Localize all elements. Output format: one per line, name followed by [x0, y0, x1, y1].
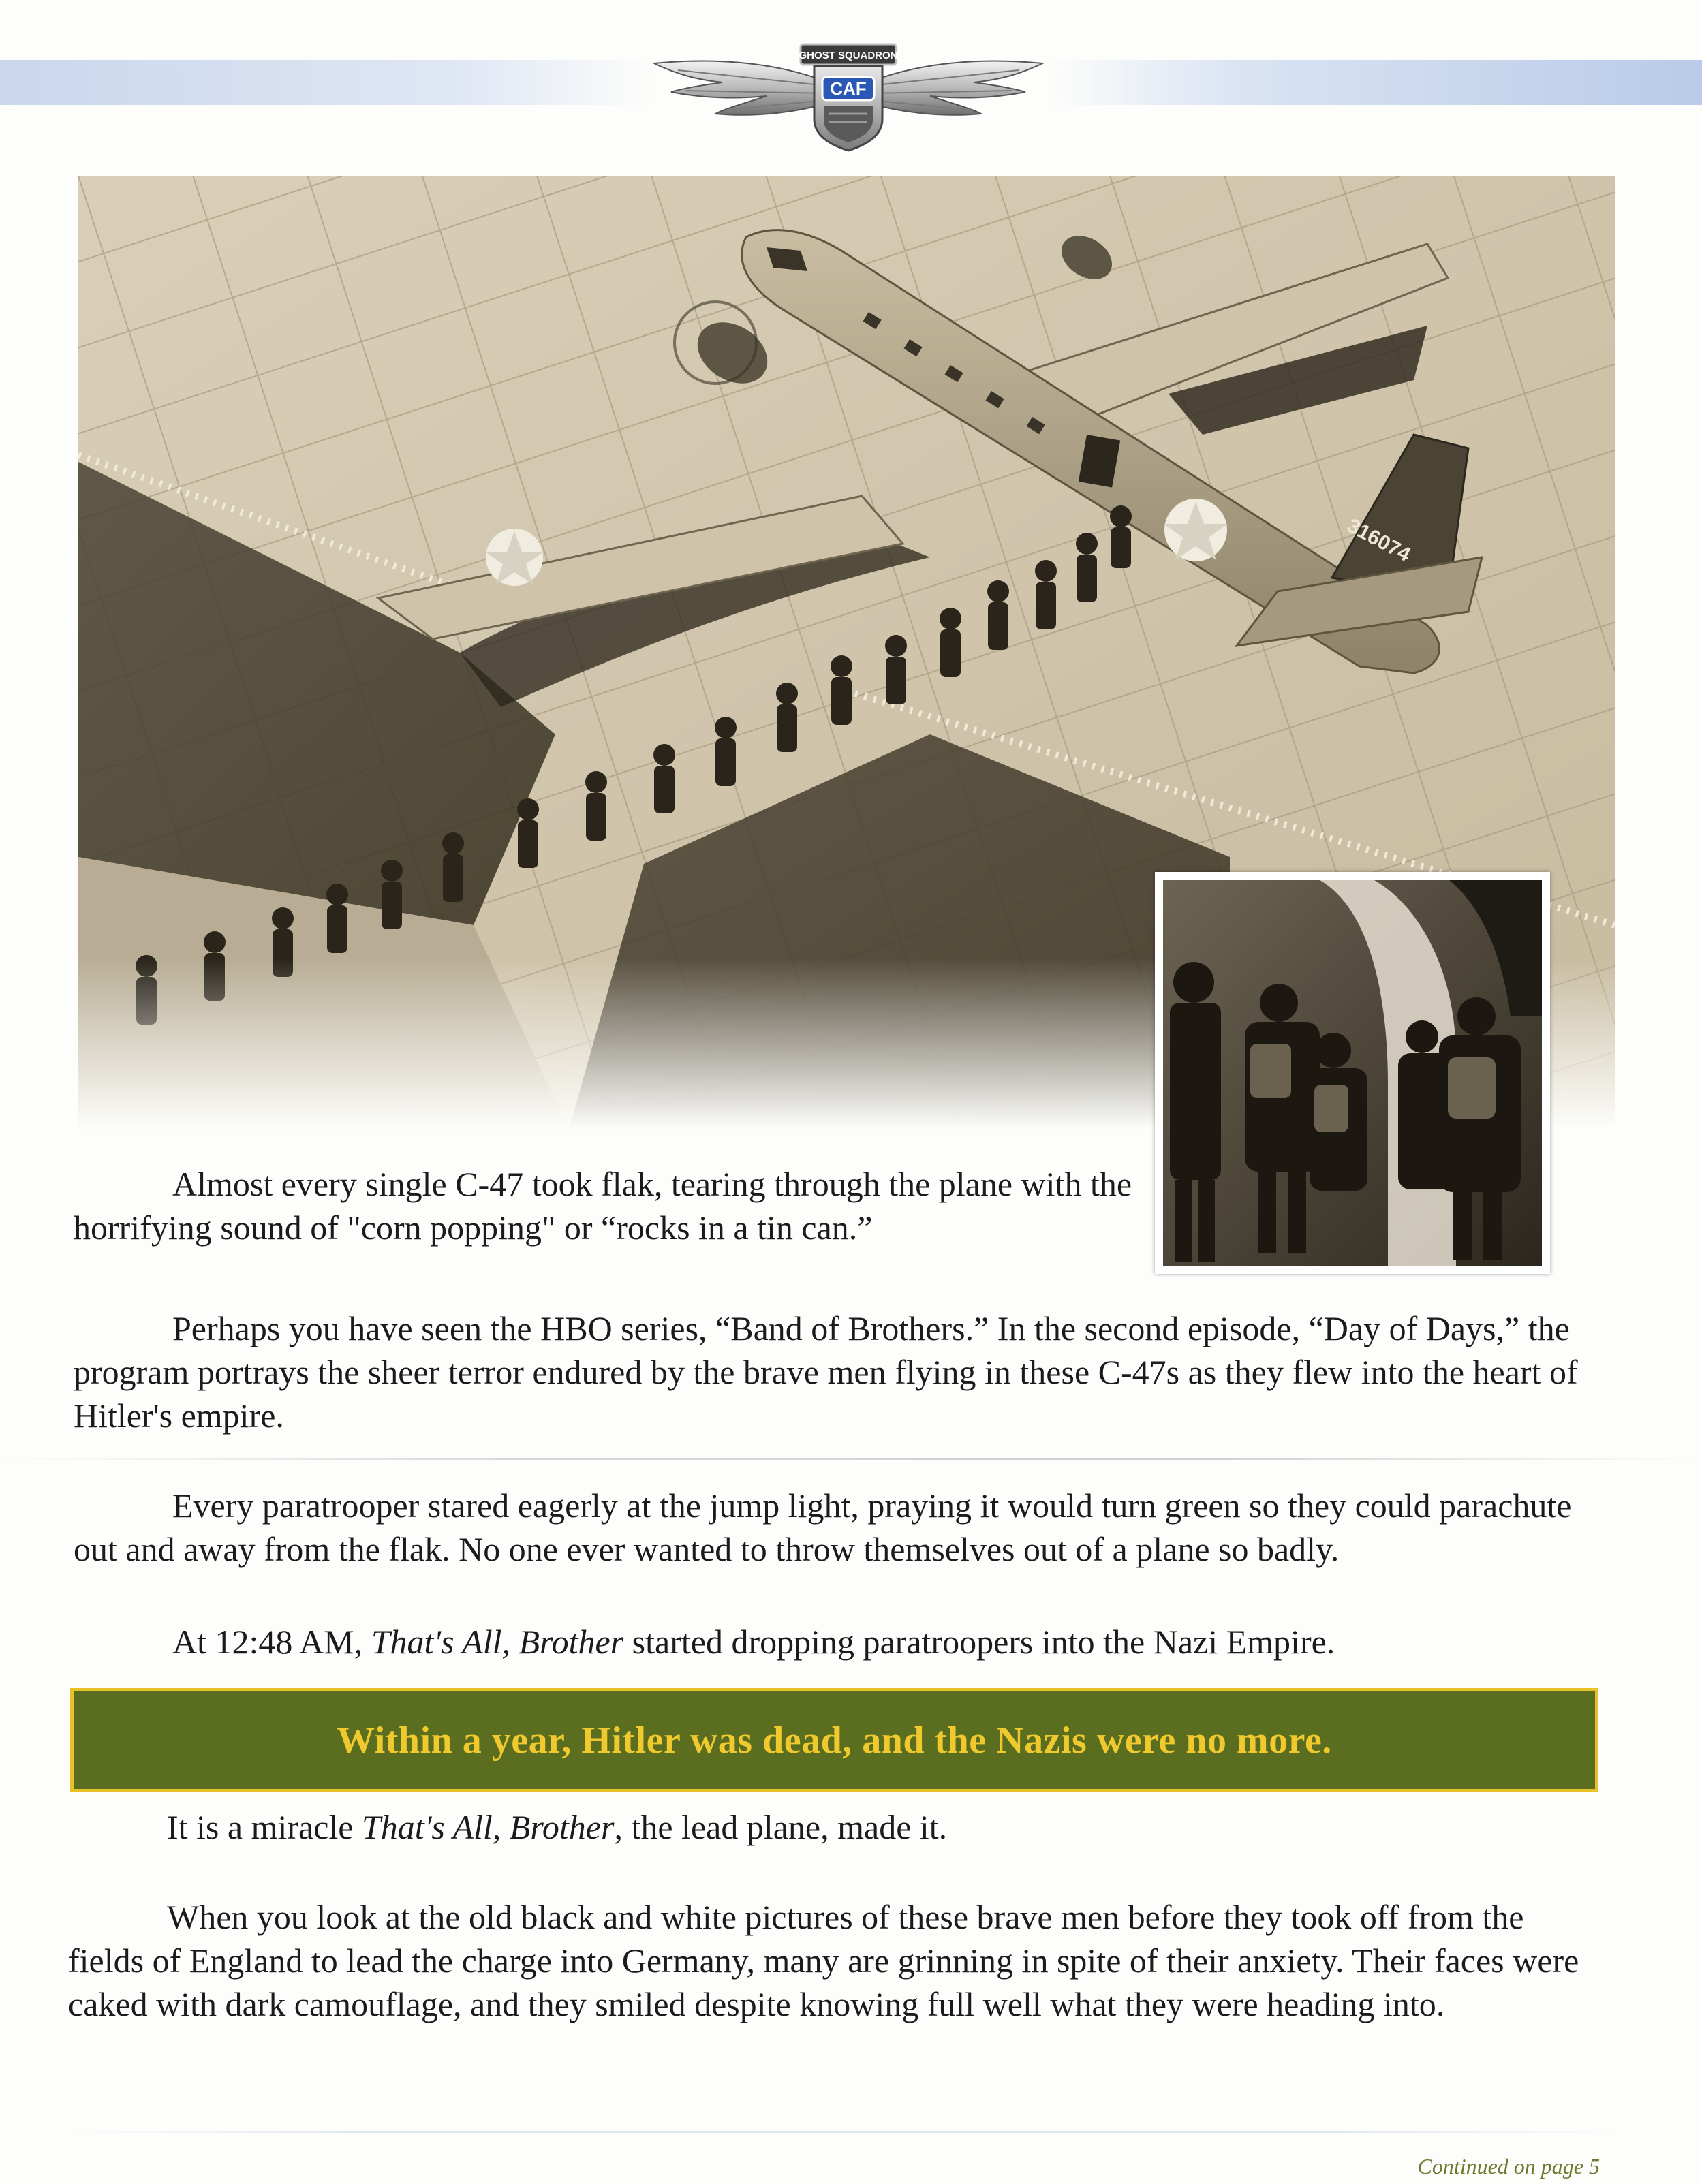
inset-photo-paratroopers-door: [1155, 872, 1550, 1274]
winged-shield-logo: [651, 37, 1046, 153]
plane-name-italic: That's All, Brother: [371, 1623, 624, 1661]
footer-divider: [68, 2131, 1622, 2133]
ghost-squadron-caf-badge: [651, 37, 1046, 153]
paragraph-flak: [74, 1162, 1136, 1249]
paragraph-miracle-before: It is a miracle: [167, 1808, 362, 1846]
paragraph-drop-time-after: started dropping paratroopers into the Nazi Empire.: [623, 1623, 1335, 1661]
continued-on-page-link[interactable]: Continued on page 5: [1417, 2154, 1600, 2179]
paratroopers-door-illustration: [1163, 880, 1542, 1266]
scan-divider-line: [0, 1458, 1702, 1460]
paragraph-miracle-after: , the lead plane, made it.: [614, 1808, 948, 1846]
header-band-right: [1048, 60, 1702, 105]
badge-center-text: CAF: [830, 78, 867, 99]
paragraph-jump-light: [74, 1484, 1613, 1571]
paragraph-old-pictures-text: When you look at the old black and white pictures of these brave men before they took off from the fields of England to lead the charge into Germany, many are grinning in spite of their anxiety. Their faces were caked with dark camouflage, and they smiled despite knowing full well what they were heading into.: [68, 1898, 1579, 2023]
callout-text: Within a year, Hitler was dead, and the Nazis were no more.: [337, 1719, 1332, 1762]
paragraph-miracle: [68, 1805, 1608, 1849]
plane-name-italic: That's All, Brother: [362, 1808, 615, 1846]
paragraph-band-of-brothers-text: Perhaps you have seen the HBO series, “Band of Brothers.” In the second episode, “Day of Days,” the program portrays the sheer terror endured by the brave men flying in these C-47s as they flew into the heart of Hitler's empire.: [74, 1309, 1578, 1435]
badge-top-text: GHOST SQUADRON: [799, 50, 898, 61]
callout-banner: [70, 1688, 1598, 1792]
paragraph-drop-time: [74, 1620, 1613, 1664]
paragraph-drop-time-before: At 12:48 AM,: [172, 1623, 371, 1661]
paragraph-band-of-brothers: [74, 1307, 1613, 1437]
paragraph-old-pictures: [68, 1895, 1608, 2026]
paragraph-flak-text: Almost every single C-47 took flak, tearing through the plane with the horrifying sound of "corn popping" or “rocks in a tin can.”: [74, 1165, 1132, 1247]
paragraph-jump-light-text: Every paratrooper stared eagerly at the jump light, praying it would turn green so they could parachute out and away from the flak. No one ever wanted to throw themselves out of a plane so badly.: [74, 1486, 1572, 1568]
header-band-left: [0, 60, 654, 105]
